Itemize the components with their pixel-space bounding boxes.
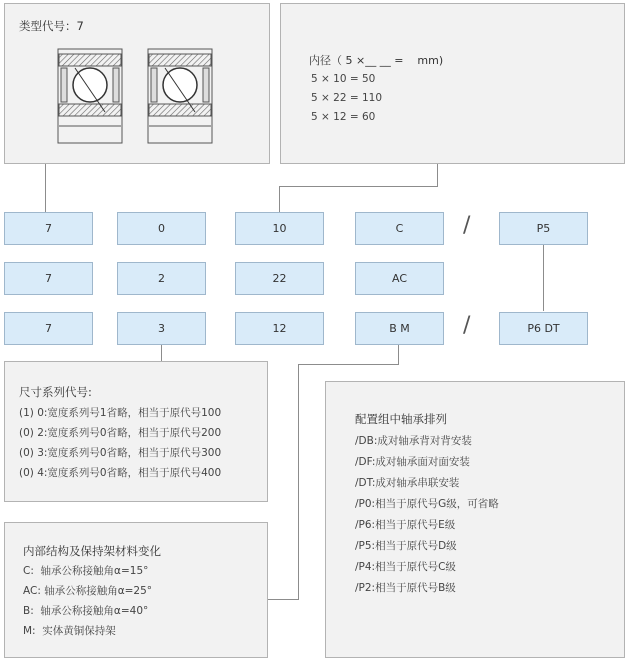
cell-r3-size: 3 — [117, 312, 206, 345]
structure-line-2: AC: 轴承公称接触角α=25° — [23, 585, 153, 597]
connector-diameter-h — [279, 186, 438, 187]
type-label: 类型代号：7 — [19, 19, 84, 33]
connector-structure-h1 — [298, 364, 399, 365]
size-series-title: 尺寸系列代号: — [19, 385, 92, 399]
cell-r1-precision: P5 — [499, 212, 588, 245]
connector-structure-h2 — [267, 599, 299, 600]
cell-r1-bore: 10 — [235, 212, 324, 245]
size-series-panel — [4, 361, 268, 502]
connector-type-to-grid — [45, 164, 46, 212]
cell-r2-structure: AC — [355, 262, 444, 295]
structure-line-1: C: 轴承公称接触角α=15° — [23, 565, 149, 577]
cell-r3-type: 7 — [4, 312, 93, 345]
connector-structure-v — [398, 345, 399, 365]
cell-r3-structure: B M — [355, 312, 444, 345]
configuration-line-7: /P4:相当于原代号C级 — [355, 561, 456, 573]
cell-r3-precision: P6 DT — [499, 312, 588, 345]
configuration-line-5: /P6:相当于原代号E级 — [355, 519, 456, 531]
connector-precision — [543, 245, 544, 311]
cell-r1-type: 7 — [4, 212, 93, 245]
connector-diameter-v1 — [437, 164, 438, 186]
diameter-title: 内径（ 5 ×__ __ = mm) — [309, 54, 444, 67]
configuration-line-2: /DF:成对轴承面对面安装 — [355, 456, 470, 468]
cell-r3-bore: 12 — [235, 312, 324, 345]
diameter-panel — [280, 3, 625, 164]
cell-r1-structure: C — [355, 212, 444, 245]
size-series-line-4: (0) 4:宽度系列号0省略，相当于原代号400 — [19, 467, 222, 479]
bearing-cross-section-right — [147, 48, 213, 144]
size-series-line-2: (0) 2:宽度系列号0省略，相当于原代号200 — [19, 427, 222, 439]
diameter-line-2: 5 × 22 = 110 — [311, 92, 383, 104]
configuration-title: 配置组中轴承排列 — [355, 412, 447, 426]
connector-structure-v2 — [298, 364, 299, 600]
diameter-line-1: 5 × 10 = 50 — [311, 73, 376, 85]
configuration-line-1: /DB:成对轴承背对背安装 — [355, 435, 472, 447]
configuration-line-6: /P5:相当于原代号D级 — [355, 540, 457, 552]
cell-r1-size: 0 — [117, 212, 206, 245]
slash-r1: / — [463, 213, 471, 238]
configuration-panel — [325, 381, 625, 658]
cell-r2-type: 7 — [4, 262, 93, 295]
slash-r3: / — [463, 313, 471, 338]
connector-diameter-v2 — [279, 186, 280, 212]
size-series-line-1: (1) 0:宽度系列号1省略，相当于原代号100 — [19, 407, 222, 419]
configuration-line-8: /P2:相当于原代号B级 — [355, 582, 456, 594]
cell-r2-size: 2 — [117, 262, 206, 295]
type-panel — [4, 3, 270, 164]
structure-title: 内部结构及保持架材料变化 — [23, 544, 161, 558]
bearing-cross-section-left — [57, 48, 123, 144]
structure-line-3: B: 轴承公称接触角α=40° — [23, 605, 149, 617]
cell-r2-bore: 22 — [235, 262, 324, 295]
configuration-line-4: /P0:相当于原代号G级，可省略 — [355, 498, 499, 510]
diameter-line-3: 5 × 12 = 60 — [311, 111, 376, 123]
configuration-line-3: /DT:成对轴承串联安装 — [355, 477, 460, 489]
size-series-line-3: (0) 3:宽度系列号0省略，相当于原代号300 — [19, 447, 222, 459]
structure-panel — [4, 522, 268, 658]
connector-size-v — [161, 345, 162, 361]
structure-line-4: M: 实体黄铜保持架 — [23, 625, 116, 637]
